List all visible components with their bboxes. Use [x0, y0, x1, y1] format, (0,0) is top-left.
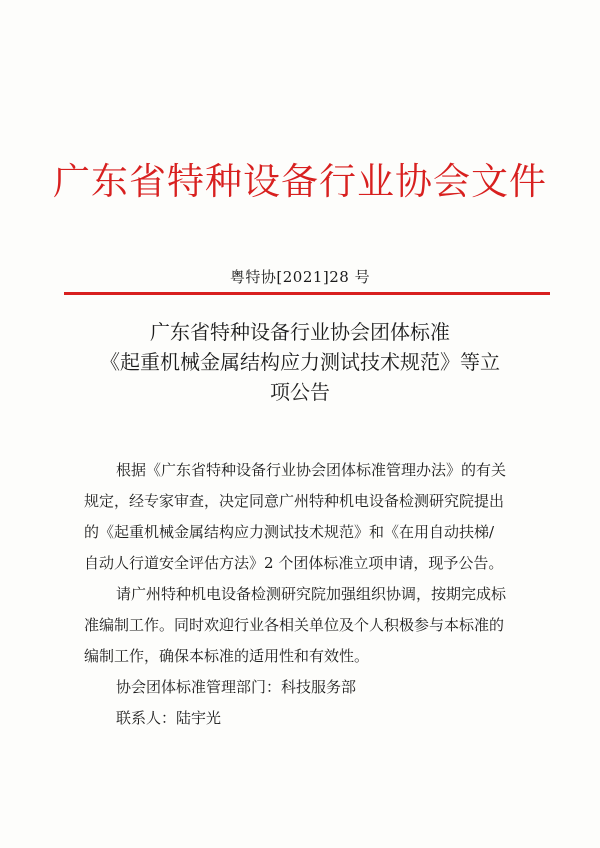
body-line: 根据《广东省特种设备行业协会团体标准管理办法》的有关 [116, 461, 507, 479]
title-line: 广东省特种设备行业协会团体标准 [150, 320, 450, 344]
paragraph-request [84, 579, 544, 672]
title-line: 项公告 [270, 380, 330, 404]
paragraph-approval [84, 455, 544, 579]
document-header: 广东省特种设备行业协会文件 [53, 160, 547, 203]
body-line: 的《起重机械金属结构应力测试技术规范》和《在用自动扶梯/ [84, 523, 495, 541]
document-number: 粤特协[2021]28 号 [229, 268, 371, 286]
body-line: 请广州特种机电设备检测研究院加强组织协调，按期完成标 [116, 585, 507, 603]
department-line: 协会团体标准管理部门：科技服务部 [116, 678, 357, 696]
body-line: 自动人行道安全评估方法》2 个团体标准立项申请，现予公告。 [84, 554, 504, 572]
contact-line: 联系人：陆宇光 [116, 709, 222, 727]
title-line: 《起重机械金属结构应力测试技术规范》等立 [100, 350, 500, 374]
body-line: 编制工作，确保本标准的适用性和有效性。 [84, 647, 370, 665]
document-body [84, 455, 544, 734]
document-title [40, 317, 560, 407]
body-line: 规定，经专家审查，决定同意广州特种机电设备检测研究院提出 [84, 492, 505, 510]
header-divider [64, 292, 550, 295]
body-line: 准编制工作。同时欢迎行业各相关单位及个人积极参与本标准的 [84, 616, 505, 634]
